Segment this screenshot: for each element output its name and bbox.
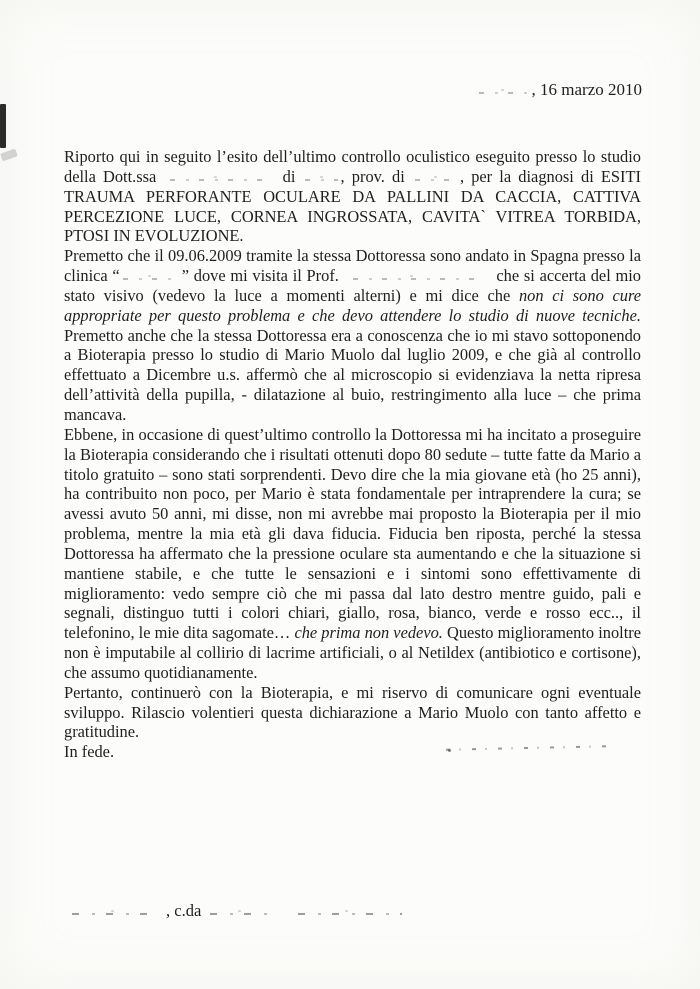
redacted-text [120,271,182,281]
text-segment: che si accerta del mio stato visivo (vedevo la luce a momenti alterni) e mi dice che [64,266,642,305]
scan-artifact-left-edge [0,104,6,148]
redacted-signature [446,739,608,753]
redacted-text [303,172,341,182]
scan-artifact-smudge [0,149,18,162]
text-segment: ” dove mi visita il Prof. [181,266,344,286]
text-segment: Ebbene, in occasione di quest’ultimo controllo la Dottoressa mi ha incitato a proseguire la Bioterapia considerando che i risultati ottenuti dopo 80 sedute – tutte fatte da Mario a titolo gratuito – sono stati sorprendenti. Devo dire che la mia giovane età (ho 25 anni), ha contribuito non poco, per Mario è stata fondamentale per intraprendere la cura; se avessi avuto 50 anni, mi disse, non mi avrebbe mai proposto la Bioterapia per il mio problema, mentre la mia età gli dava fiducia. Fiducia ben riposta, perché la stessa Dottoressa ha affermato che la pressione oculare sta aumentando e che la situazione si mantiene stabile, e che tutte le sensazioni e i sintomi sono effettivamente di miglioramento: vedo sempre ciò che mi passa dal lato destro mentre guido, pali e segnali, distinguo tutti i colori chiari, giallo, rosa, bianco, verde e rosso ecc.., il telefonino, le mie dita sagomate… [64,424,641,643]
redacted-text [412,172,460,182]
redacted-place-name [476,85,532,95]
paragraph [64,147,641,246]
text-segment: che prima non vedevo. [294,623,443,643]
date-text: , 16 marzo 2010 [531,80,642,99]
text-segment: Pertanto, continuerò con la Bioterapia, e mi riservo di comunicare ogni eventuale sviluppo. Rilascio volentieri questa dichiarazione a Mario Muolo con tanto affetto e gratitudine. [64,682,641,742]
text-segment: , per la diagnosi di ESITI TRAUMA PERFORANTE OCULARE DA PALLINI DA CACCIA, CATTIVA PERCEZIONE LUCE, CORNEA INGROSSATA, CAVITA` VITREA TORBIDA, PTOSI IN EVOLUZIONE. [64,166,641,246]
text-segment: Questo miglioramento inoltre non è imputabile al collirio di lacrime artificiali, o al Netildex (antibiotico e cortisone), che assumo quotidianamente. [64,623,641,682]
text-segment: Riporto qui in seguito l’esito dell’ultimo controllo oculistico eseguito presso lo studio della Dott.ssa [64,147,641,186]
footer-address-line [66,901,409,920]
text-segment: Premetto che il 09.06.2009 tramite la stessa Dottoressa sono andato in Spagna presso la clinica “ [64,246,641,286]
text-segment: , prov. di [340,166,412,186]
text-segment: In fede. [64,742,115,762]
text-segment: di [275,166,303,186]
text-segment: Premetto anche che la stessa Dottoressa era a conoscenza che io mi stavo sottoponendo a Bioterapia presso lo studio di Mario Muolo dal luglio 2009, e che già al controllo effettuato a Dicembre u.s. affermò che al microscopio si evidenziava la netta ripresa dell’attività della pupilla, - dilatazione al buio, restringimento alla luce – che prima mancava. [64,325,641,424]
redacted-text [205,906,277,916]
redacted-text [163,172,275,182]
text-segment: , c.da [166,901,206,920]
date-line [476,80,642,100]
redacted-text [66,906,166,916]
text-segment: non ci sono cure appropriate per questo problema e che devo attendere lo studio di nuove tecniche. [64,285,641,325]
paragraph [64,683,641,743]
paragraph [64,425,641,683]
redacted-text [291,906,409,916]
paragraph [64,246,641,425]
letter-body [64,147,641,762]
redacted-text [344,271,492,281]
